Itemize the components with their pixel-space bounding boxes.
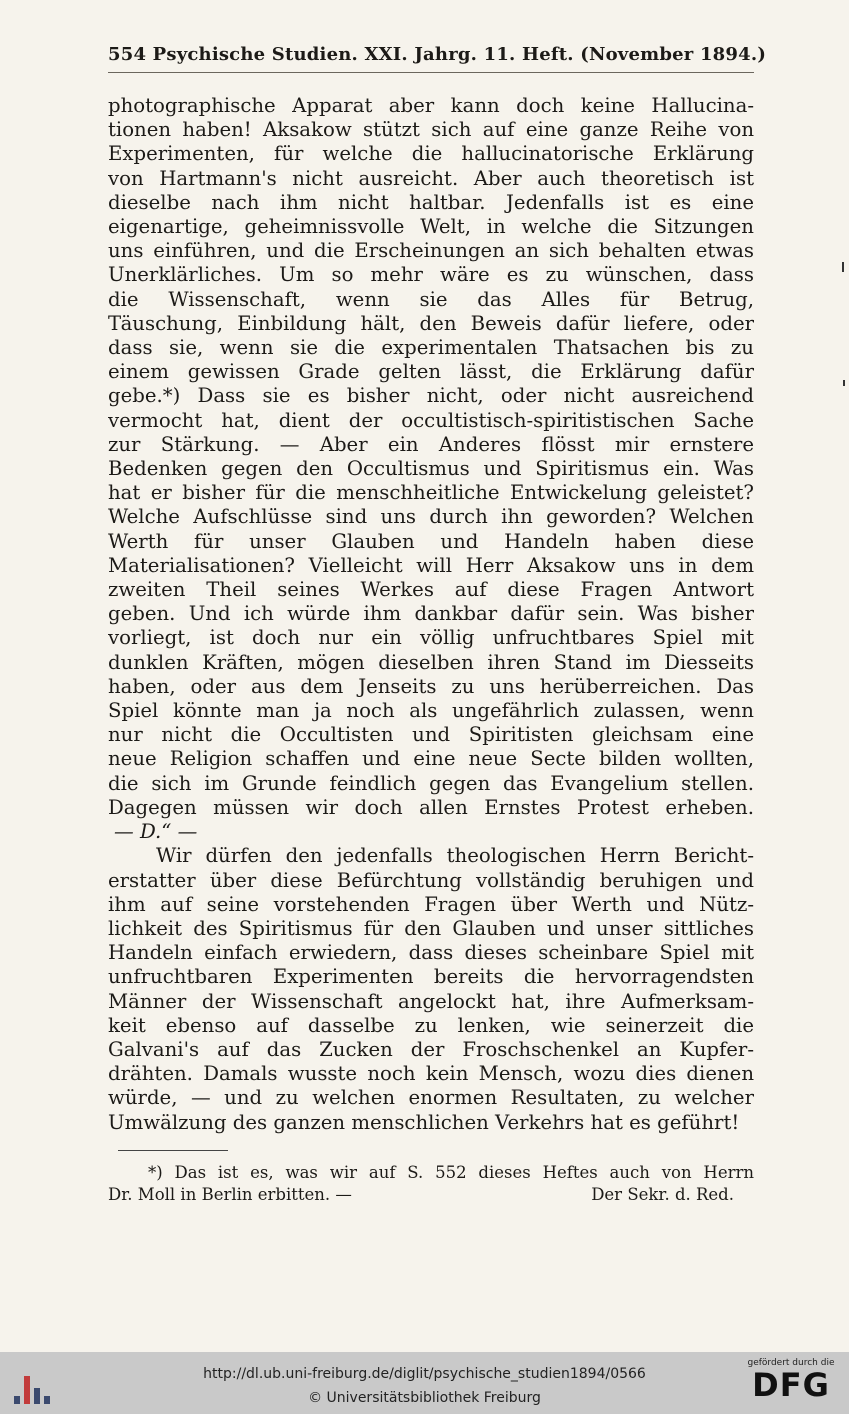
footnote-attribution: Der Sekr. d. Red. <box>591 1185 734 1204</box>
text-line: zweiten Theil seines Werkes auf diese Fragen Antwort <box>108 578 754 602</box>
quote-signature: — D.“ — <box>114 820 198 844</box>
text-line: hat er bisher für die menschheitliche Entwickelung geleistet? <box>108 481 754 505</box>
text-line: Männer der Wissenschaft angelockt hat, ihre Aufmerksam- <box>108 989 754 1013</box>
text-line: drähten. Damals wusste noch kein Mensch, wozu dies dienen <box>108 1062 754 1086</box>
text-line: neue Religion schaffen und eine neue Secte bilden wollten, <box>108 747 754 771</box>
permalink-url[interactable]: http://dl.ub.uni-freiburg.de/diglit/psychische_studien1894/0566 <box>203 1366 646 1382</box>
text-line: eigenartige, geheimnissvolle Welt, in welche die Sitzungen <box>108 215 754 239</box>
text-line: würde, — und zu welchen enormen Resultaten, zu welcher <box>108 1086 754 1110</box>
footnote-rule <box>118 1150 228 1151</box>
text-line: Umwälzung des ganzen menschlichen Verkehrs hat es geführt! <box>108 1110 740 1134</box>
text-line: Spiel könnte man ja noch als ungefährlich zulassen, wenn <box>108 699 754 723</box>
dfg-logo-text: DFG <box>752 1366 830 1404</box>
text-line: photographische Apparat aber kann doch keine Hallucina- <box>108 94 754 117</box>
text-line: von Hartmann's nicht ausreicht. Aber auch theoretisch ist <box>108 166 754 190</box>
text-line: vermocht hat, dient der occultistisch-spiritistischen Sache <box>108 408 754 432</box>
text-line: uns einführen, und die Erscheinungen an sich behalten etwas <box>108 239 754 263</box>
text-line: Materialisationen? Vielleicht will Herr Aksakow uns in dem <box>108 553 754 577</box>
text-line: Unerklärliches. Um so mehr wäre es zu wünschen, dass <box>108 263 754 287</box>
text-line: keit ebenso auf dasselbe zu lenken, wie seinerzeit die <box>108 1013 754 1037</box>
margin-mark <box>842 262 844 272</box>
text-line: unfruchtbaren Experimenten bereits die hervorragendsten <box>108 965 754 989</box>
text-line: geben. Und ich würde ihm dankbar dafür sein. Was bisher <box>108 602 754 626</box>
text-line: Wir dürfen den jedenfalls theologischen Herrn Bericht- <box>156 844 754 868</box>
running-header: 554 Psychische Studien. XXI. Jahrg. 11. Heft. (November 1894.) <box>108 44 767 65</box>
text-line: ihm auf seine vorstehenden Fragen über Werth und Nütz- <box>108 892 754 916</box>
margin-mark <box>843 380 845 386</box>
text-line: die Wissenschaft, wenn sie das Alles für Betrug, <box>108 287 754 311</box>
text-line: tionen haben! Aksakow stützt sich auf eine ganze Reihe von <box>108 118 754 142</box>
footnote <box>108 1162 754 1206</box>
text-line: Werth für unser Glauben und Handeln haben diese <box>108 529 754 553</box>
main-text <box>108 94 754 1135</box>
header-rule <box>108 72 754 73</box>
text-line: erstatter über diese Befürchtung vollständig beruhigen und <box>108 868 754 892</box>
viewer-footer-bar <box>0 1352 849 1414</box>
text-line: vorliegt, ist doch nur ein völlig unfruchtbares Spiel mit <box>108 626 754 650</box>
text-line: Handeln einfach erwiedern, dass dieses scheinbare Spiel mit <box>108 941 754 965</box>
text-line: gebe.*) Dass sie es bisher nicht, oder nicht ausreichend <box>108 384 754 408</box>
footnote-line <box>108 1184 754 1206</box>
text-line: Galvani's auf das Zucken der Froschschenkel an Kupfer- <box>108 1037 754 1061</box>
text-line: Dagegen müssen wir doch allen Ernstes Protest erheben. <box>108 795 754 819</box>
text-line: dunklen Kräften, mögen dieselben ihren Stand im Diesseits <box>108 650 754 674</box>
copyright-text: © Universitätsbibliothek Freiburg <box>308 1390 541 1406</box>
text-line: die sich im Grunde feindlich gegen das Evangelium stellen. <box>108 771 754 795</box>
text-line: Täuschung, Einbildung hält, den Beweis dafür liefere, oder <box>108 311 754 335</box>
text-line: Bedenken gegen den Occultismus und Spiritismus ein. Was <box>108 457 754 481</box>
text-line: einem gewissen Grade gelten lässt, die Erklärung dafür <box>108 360 754 384</box>
dfg-caption: gefördert durch die <box>747 1358 835 1368</box>
dfg-logo <box>743 1358 839 1410</box>
text-line: haben, oder aus dem Jenseits zu uns herüberreichen. Das <box>108 674 754 698</box>
text-line: lichkeit des Spiritismus für den Glauben und unser sittliches <box>108 916 754 940</box>
text-line: Experimenten, für welche die hallucinatorische Erklärung <box>108 142 754 166</box>
footnote-text: Dr. Moll in Berlin erbitten. — <box>108 1185 352 1204</box>
text-line: dass sie, wenn sie die experimentalen Thatsachen bis zu <box>108 336 754 360</box>
text-line: Welche Aufschlüsse sind uns durch ihn geworden? Welchen <box>108 505 754 529</box>
footnote-line: *) Das ist es, was wir auf S. 552 dieses Heftes auch von Herrn <box>148 1163 754 1182</box>
text-line: dieselbe nach ihm nicht haltbar. Jedenfalls ist es eine <box>108 190 754 214</box>
text-line: nur nicht die Occultisten und Spiritisten gleichsam eine <box>108 723 754 747</box>
text-line: zur Stärkung. — Aber ein Anderes flösst mir ernstere <box>108 432 754 456</box>
